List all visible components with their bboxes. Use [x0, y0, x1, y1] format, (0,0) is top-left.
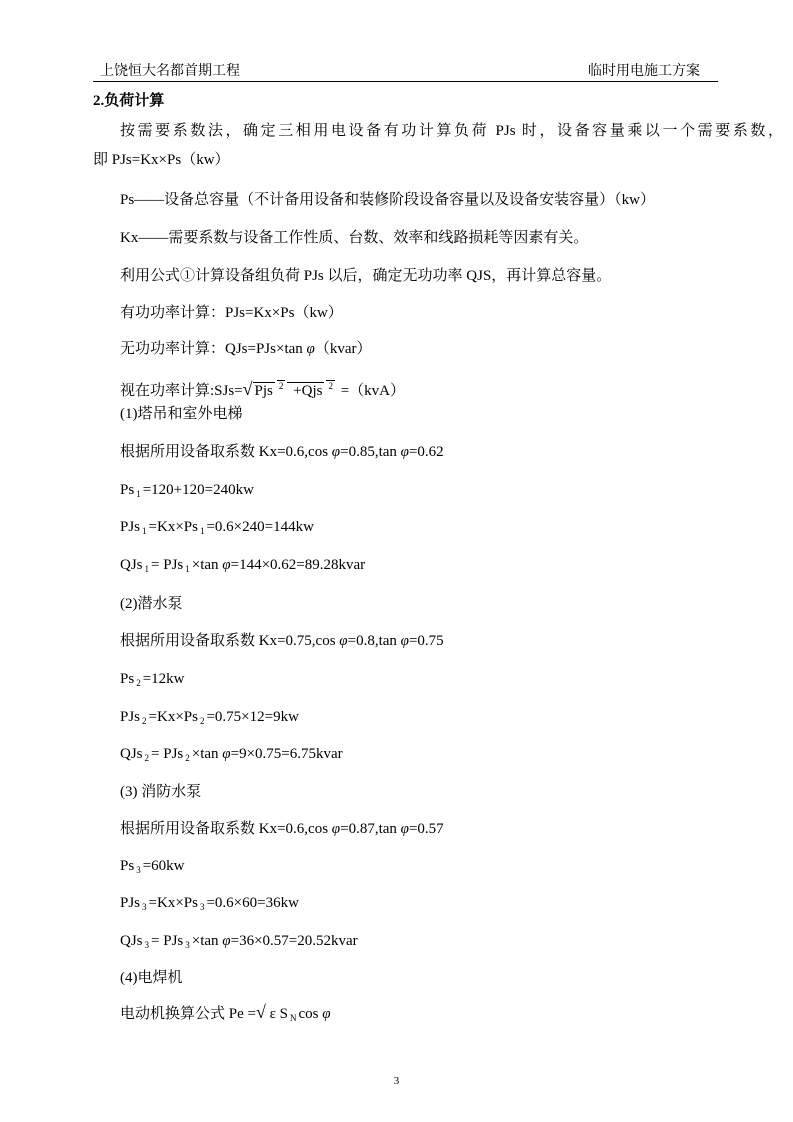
text-line — [120, 893, 299, 917]
phi-symbol: φ — [322, 1006, 331, 1022]
text: Ps——设备总容量（不计备用设备和装修阶段设备容量以及设备安装容量）（kw） — [120, 192, 656, 208]
sqrt-symbol: √ — [242, 379, 253, 399]
phi-symbol: φ — [331, 821, 341, 837]
phi-symbol: φ — [400, 633, 409, 649]
text-line — [120, 594, 183, 614]
text: QJs — [120, 746, 143, 762]
radicand-text: +Qjs — [289, 383, 323, 399]
text: 利用公式①计算设备组负荷 PJs 以后，确定无功功率 QJS，再计算总容量。 — [120, 268, 612, 284]
subscript: 1 — [144, 564, 150, 574]
text: =12kw — [142, 671, 185, 687]
text: =Kx×Ps — [148, 895, 198, 911]
header-divider — [93, 81, 718, 82]
superscript: 2 — [278, 381, 284, 391]
text: =0.75×12=9kw — [206, 709, 299, 725]
subscript: 2 — [185, 753, 190, 763]
text: =0.8,tan — [347, 633, 401, 649]
text-line — [120, 480, 254, 504]
text: (3) 消防水泵 — [120, 784, 202, 800]
text: =Kx×Ps — [148, 709, 198, 725]
text: QJs — [120, 933, 143, 949]
text: 根据所用设备取系数 Kx=0.6,cos — [120, 444, 332, 460]
subscript: 1 — [199, 526, 205, 536]
text: 电动机换算公式 Pe = — [120, 1006, 256, 1022]
text: 按需要系数法，确定三相用电设备有功计算负荷 PJs 时，设备容量乘以一个需要系数， — [120, 123, 783, 139]
text: (2)潜水泵 — [120, 596, 183, 612]
subscript: 2 — [136, 678, 141, 688]
text: = PJs — [151, 557, 184, 573]
text-line — [120, 669, 184, 693]
subscript: 2 — [144, 753, 150, 763]
text-line — [120, 190, 655, 210]
text: Kx——需要系数与设备工作性质、台数、效率和线路损耗等因素有关。 — [120, 230, 589, 246]
subscript: 1 — [185, 564, 190, 574]
text: 无功功率计算：QJs=PJs×tan — [120, 341, 307, 357]
text-line — [120, 404, 243, 424]
text: （kvar） — [314, 341, 372, 357]
subscript: 3 — [136, 865, 141, 875]
sqrt-symbol: √ — [255, 1002, 266, 1022]
text: =（kvA） — [336, 383, 405, 399]
text: =144×0.62=89.28kvar — [230, 557, 366, 573]
text: ×tan — [191, 557, 223, 573]
text: (4)电焊机 — [120, 970, 183, 986]
text-line — [120, 968, 183, 988]
phi-symbol: φ — [222, 933, 231, 949]
text-line — [120, 266, 611, 286]
text-line — [120, 931, 358, 955]
subscript: 1 — [136, 489, 141, 499]
text-line — [120, 517, 314, 541]
text-line — [120, 228, 588, 248]
text: =0.6×240=144kw — [206, 519, 314, 535]
text: Ps — [120, 858, 135, 874]
text-line — [120, 303, 343, 323]
text: ×tan — [191, 746, 223, 762]
phi-symbol: φ — [339, 633, 348, 649]
text-line — [120, 339, 372, 359]
phi-symbol: φ — [222, 557, 231, 573]
text: 即 PJs=Kx×Ps（kw） — [93, 152, 230, 168]
header-project-name: 上饶恒大名都首期工程 — [100, 64, 240, 79]
text: 视在功率计算:SJs= — [120, 383, 243, 399]
phi-symbol: φ — [400, 444, 409, 460]
section-heading: 2.负荷计算 — [93, 93, 165, 109]
page-number: 3 — [393, 1075, 400, 1087]
text-line — [120, 782, 201, 802]
subscript: 2 — [199, 716, 205, 726]
text: (1)塔吊和室外电梯 — [120, 406, 243, 422]
text: =36×0.57=20.52kvar — [230, 933, 358, 949]
text: PJs — [120, 895, 141, 911]
text: = PJs — [151, 933, 184, 949]
text: Ps — [120, 671, 135, 687]
text-line — [120, 442, 444, 462]
text: cos — [298, 1006, 323, 1022]
text: ×tan — [191, 933, 223, 949]
text: Ps — [120, 482, 135, 498]
text: PJs — [120, 519, 141, 535]
text: 根据所用设备取系数 Kx=0.6,cos — [120, 821, 332, 837]
subscript: N — [290, 1013, 297, 1023]
text: QJs — [120, 557, 143, 573]
text: =0.87,tan — [340, 821, 401, 837]
text: =60kw — [142, 858, 185, 874]
subscript: 2 — [142, 716, 147, 726]
text-line — [120, 631, 444, 651]
subscript: 1 — [142, 526, 147, 536]
radicand-text: Pjs — [254, 383, 273, 399]
text: =0.62 — [408, 444, 444, 460]
text-line — [120, 376, 405, 401]
text: =0.57 — [408, 821, 444, 837]
phi-symbol: φ — [222, 746, 231, 762]
phi-symbol: φ — [331, 444, 341, 460]
text-line — [120, 121, 783, 141]
text: =0.75 — [408, 633, 444, 649]
text-line — [120, 744, 343, 768]
text-line — [120, 819, 444, 839]
text-line — [120, 707, 299, 731]
header-document-title: 临时用电施工方案 — [588, 64, 700, 79]
text-line — [120, 856, 184, 880]
subscript: 3 — [142, 902, 147, 912]
subscript: 3 — [185, 940, 190, 950]
text: =Kx×Ps — [148, 519, 198, 535]
text: =0.6×60=36kw — [206, 895, 299, 911]
superscript: 2 — [328, 381, 333, 391]
text-line — [120, 1002, 331, 1028]
text: =0.85,tan — [340, 444, 401, 460]
text: =120+120=240kw — [142, 482, 254, 498]
text: ε S — [265, 1006, 289, 1022]
text-line — [93, 150, 230, 170]
text: 有功功率计算：PJs=Kx×Ps（kw） — [120, 305, 343, 321]
text-line — [120, 555, 365, 579]
text: 根据所用设备取系数 Kx=0.75,cos — [120, 633, 340, 649]
text: =9×0.75=6.75kvar — [230, 746, 343, 762]
text: = PJs — [151, 746, 184, 762]
text: PJs — [120, 709, 141, 725]
subscript: 3 — [144, 940, 150, 950]
subscript: 3 — [199, 902, 205, 912]
phi-symbol: φ — [400, 821, 409, 837]
phi-symbol: φ — [306, 341, 315, 357]
